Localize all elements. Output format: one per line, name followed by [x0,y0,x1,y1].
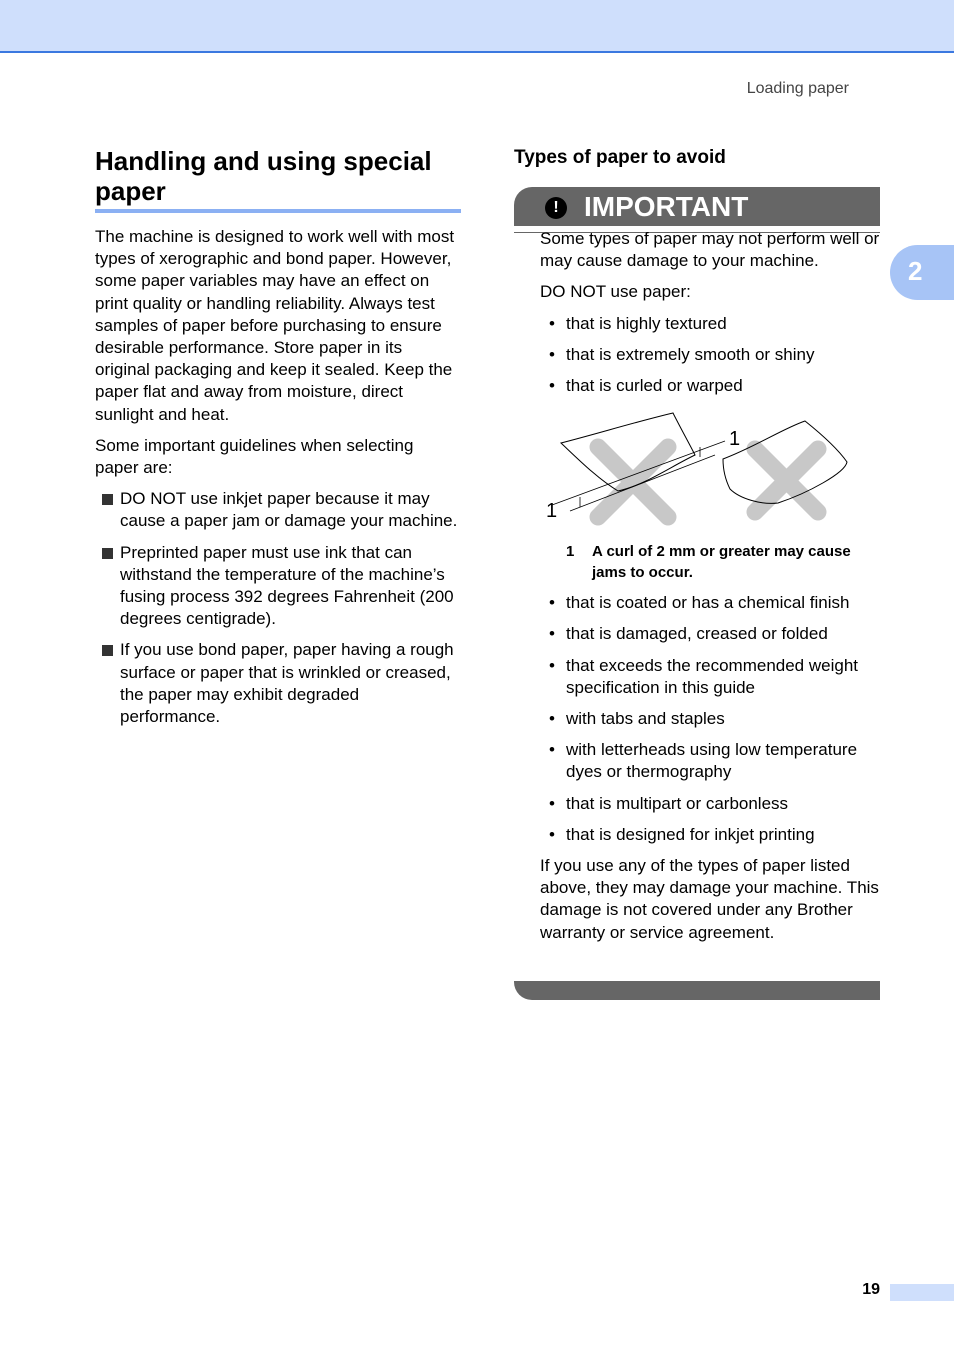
important-banner [514,187,880,226]
chapter-number: 2 [908,256,923,286]
curled-paper-illustration [540,407,850,533]
list-item: • that exceeds the recommended weight specification in this guide [540,655,885,699]
figure-note-number: 1 [566,543,575,561]
page-number: 19 [862,1281,880,1298]
list-item: DO NOT use inkjet paper because it may cause a paper jam or damage your machine. [95,488,461,532]
list-item: Preprinted paper must use ink that can withstand the temperature of the machine’s fusing process 392 degrees Fahrenheit (200 degrees centigrade). [95,542,461,631]
figure-note-text: A curl of 2 mm or greater may cause jams to occur. [592,543,851,582]
avoid-list-a [540,313,885,398]
footer-band [890,1284,954,1301]
subsection-heading: Types of paper to avoid [514,147,726,168]
square-bullet-icon [102,494,113,505]
list-item: • that is multipart or carbonless [540,793,885,815]
important-footer-bar [514,981,880,1000]
do-not-lead: DO NOT use paper: [540,282,691,302]
intro-paragraph: The machine is designed to work well with most types of xerographic and bond paper. However, some paper variables may have an effect on print quality or handling reliability. Always test samples of paper before purchasing to ensure desirable performance. Store paper in its original packaging and keep it sealed. Keep the paper flat and away from moisture, direct sunlight and heat. [95,227,455,424]
avoid-list-b [540,592,885,846]
list-item: • that is curled or warped [540,375,885,397]
square-bullet-icon [102,645,113,656]
guidelines-lead: Some important guidelines when selecting paper are: [95,435,414,478]
left-column [95,226,461,737]
heading-rule [95,209,461,213]
chapter-tab [890,245,954,300]
list-item: • with letterheads using low temperature dyes or thermography [540,739,885,783]
list-item: • that is extremely smooth or shiny [540,344,885,366]
curled-paper-figure [540,407,850,533]
closing-paragraph: If you use any of the types of paper listed above, they may damage your machine. This damage is not covered under any Brother warranty or service agreement. [540,856,879,942]
important-body [540,228,885,953]
exclamation-icon: ! [545,197,567,219]
header-band [0,0,954,53]
list-item: • that is coated or has a chemical finish [540,592,885,614]
guidelines-list [95,488,461,728]
list-item: If you use bond paper, paper having a rough surface or paper that is wrinkled or creased, the paper may exhibit degraded performance. [95,639,461,728]
square-bullet-icon [102,548,113,559]
important-intro: Some types of paper may not perform well or may cause damage to your machine. [540,229,880,271]
list-item: • with tabs and staples [540,708,885,730]
section-heading: Handling and using special paper [95,146,432,206]
figure-label-left: 1 [546,500,558,523]
list-item: • that is designed for inkjet printing [540,824,885,846]
figure-note [540,541,885,583]
list-item: • that is damaged, creased or folded [540,623,885,645]
cross-mark-left-icon [598,447,668,517]
list-item: • that is highly textured [540,313,885,335]
running-head: Loading paper [746,80,849,97]
figure-label-right: 1 [729,428,741,451]
important-title: IMPORTANT [584,191,749,222]
